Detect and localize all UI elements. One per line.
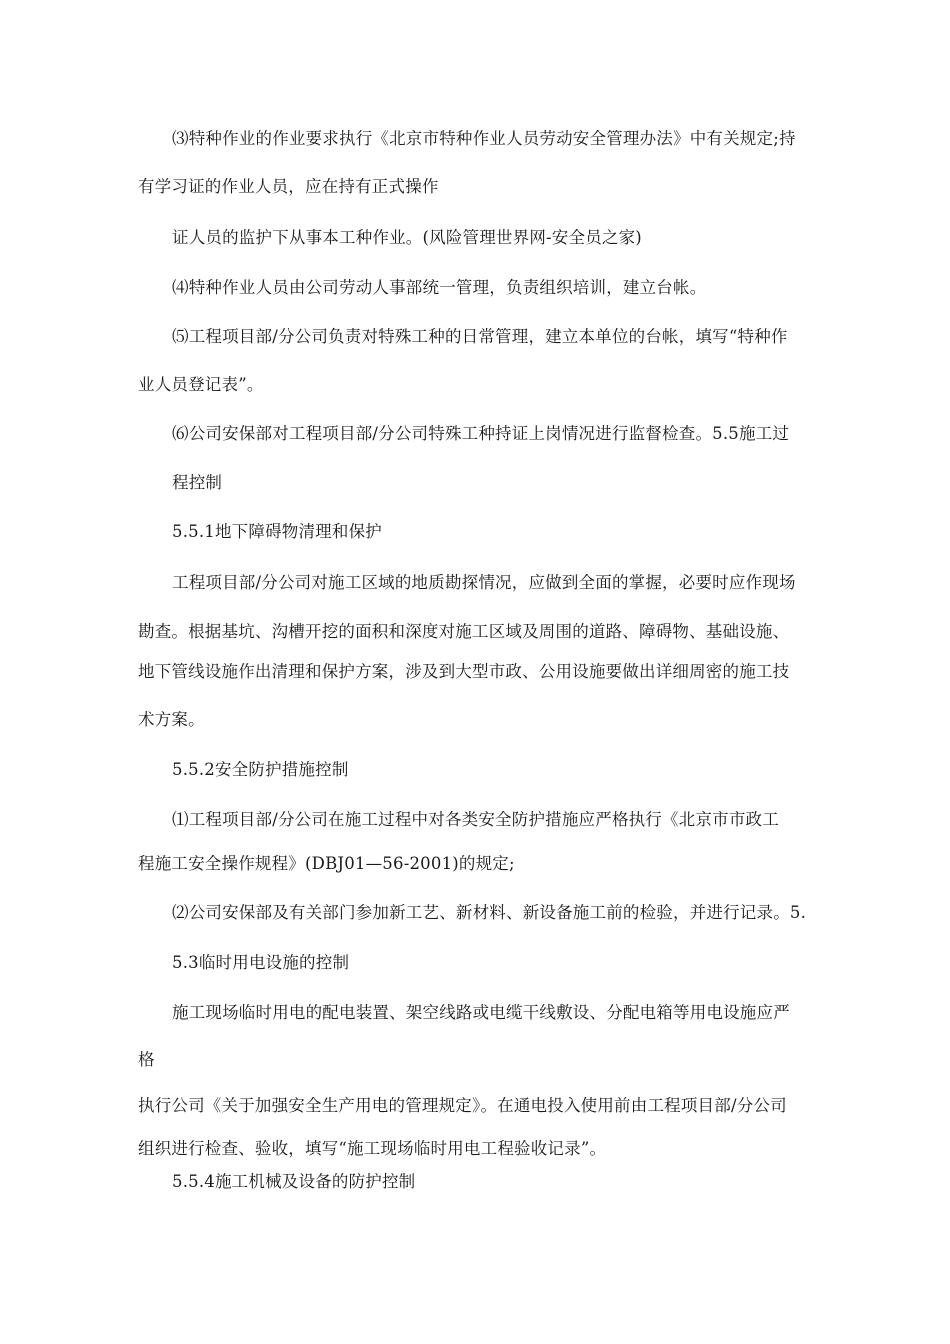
section-heading: 5.5.1地下障碍物清理和保护: [172, 522, 382, 541]
paragraph-line: 程控制: [172, 473, 223, 492]
section-heading: 5.5.4施工机械及设备的防护控制: [172, 1172, 416, 1191]
paragraph-line: 格: [138, 1050, 155, 1069]
paragraph-line: ⑴工程项目部/分公司在施工过程中对各类安全防护措施应严格执行《北京市市政工: [172, 810, 779, 829]
paragraph-line: ⑸工程项目部/分公司负责对特殊工种的日常管理，建立本单位的台帐，填写“特种作: [172, 327, 788, 346]
paragraph-line: ⑶特种作业的作业要求执行《北京市特种作业人员劳动安全管理办法》中有关规定;持: [172, 129, 796, 148]
section-heading: 5.5.2安全防护措施控制: [172, 760, 349, 779]
paragraph-line: ⑵公司安保部及有关部门参加新工艺、新材料、新设备施工前的检验，并进行记录。5.: [172, 903, 807, 922]
paragraph-line: 施工现场临时用电的配电装置、架空线路或电缆干线敷设、分配电箱等用电设施应严: [172, 1003, 790, 1022]
paragraph-line: 术方案。: [138, 710, 205, 729]
paragraph-line: ⑷特种作业人员由公司劳动人事部统一管理，负责组织培训，建立台帐。: [172, 278, 707, 297]
paragraph-line: 执行公司《关于加强安全生产用电的管理规定》。在通电投入使用前由工程项目部/分公司: [138, 1096, 787, 1115]
paragraph-line: 地下管线设施作出清理和保护方案，涉及到大型市政、公用设施要做出详细周密的施工技: [138, 662, 790, 681]
paragraph-line: ⑹公司安保部对工程项目部/分公司特殊工种持证上岗情况进行监督检查。5.5施工过: [172, 424, 790, 443]
paragraph-line: 有学习证的作业人员，应在持有正式操作: [138, 177, 439, 196]
paragraph-line: 勘查。根据基坑、沟槽开挖的面积和深度对施工区域及周围的道路、障碍物、基础设施、: [138, 622, 790, 641]
paragraph-line: 工程项目部/分公司对施工区域的地质勘探情况，应做到全面的掌握，必要时应作现场: [172, 573, 796, 592]
paragraph-line: 组织进行检查、验收，填写“施工现场临时用电工程验收记录”。: [138, 1139, 607, 1158]
paragraph-line: 业人员登记表”。: [138, 375, 264, 394]
paragraph-line: 证人员的监护下从事本工种作业。(风险管理世界网-安全员之家): [172, 228, 642, 247]
paragraph-line: 程施工安全操作规程》(DBJ01—56-2001)的规定;: [138, 854, 515, 873]
section-heading: 5.3临时用电设施的控制: [172, 953, 350, 972]
